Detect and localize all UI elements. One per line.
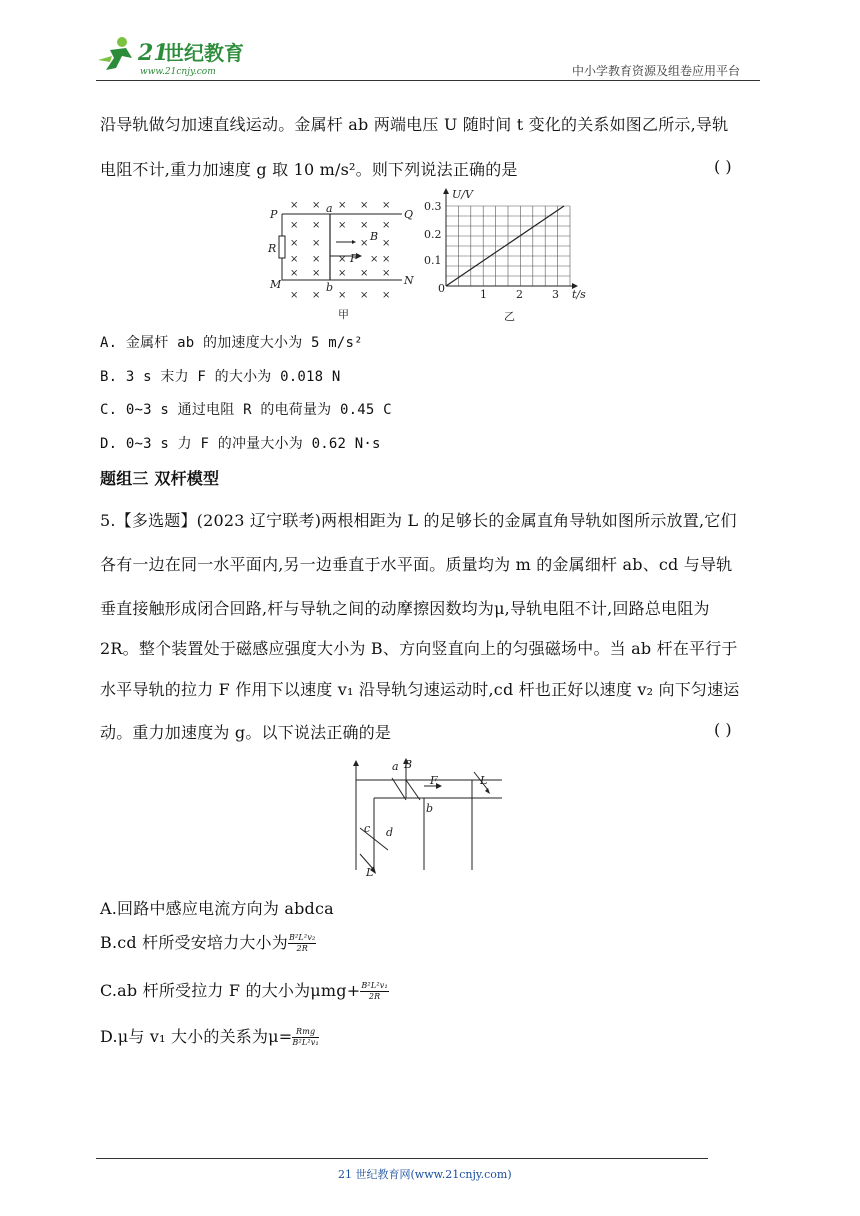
svg-text:×: × <box>312 220 321 231</box>
footer-divider <box>96 1158 708 1159</box>
svg-text:×: × <box>360 290 369 301</box>
q5-label-L1: L <box>480 774 488 787</box>
label-N: N <box>404 274 414 287</box>
svg-text:×: × <box>360 268 369 279</box>
svg-text:×: × <box>360 220 369 231</box>
y-tick-1: 0.2 <box>424 228 442 241</box>
svg-text:×: × <box>338 268 347 279</box>
q5-label-d: d <box>386 826 394 839</box>
svg-text:×: × <box>338 220 347 231</box>
q5-line5: 水平导轨的拉力 F 作用下以速度 v₁ 沿导轨匀速运动时,cd 杆也正好以速度 v₂ 向下匀速运 <box>100 680 740 699</box>
y-tick-2: 0.1 <box>424 254 442 267</box>
q5-label-L2: L <box>366 866 374 879</box>
q5-option-b-prefix: B.cd 杆所受安培力大小为 <box>100 933 288 952</box>
label-M: M <box>270 278 282 291</box>
svg-text:×: × <box>312 268 321 279</box>
svg-text:×: × <box>382 268 391 279</box>
svg-text:×: × <box>338 254 347 265</box>
label-B: B <box>370 230 379 243</box>
svg-text:×: × <box>382 254 391 265</box>
q5-option-b <box>100 930 316 954</box>
header-divider <box>96 80 760 81</box>
svg-text:×: × <box>312 290 321 301</box>
q5-label-B: B <box>404 758 413 771</box>
q5-line3: 垂直接触形成闭合回路,杆与导轨之间的动摩擦因数均为μ,导轨电阻不计,回路总电阻为 <box>100 599 710 618</box>
q4-line1: 沿导轨做匀加速直线运动。金属杆 ab 两端电压 U 随时间 t 变化的关系如图乙所示,导轨 <box>100 115 729 134</box>
svg-text:×: × <box>290 268 299 279</box>
section-title: 题组三 双杆模型 <box>100 469 220 488</box>
q5-option-d-prefix: D.μ与 v₁ 大小的关系为μ= <box>100 1027 293 1046</box>
q4-answer-paren: ( ) <box>714 157 732 176</box>
q5-option-a: A.回路中感应电流方向为 abdca <box>100 899 334 918</box>
figure-jia <box>266 196 426 322</box>
svg-text:×: × <box>290 220 299 231</box>
q5-option-c-fraction: $\frac{\text{B²L²v₁}}{2R}$ <box>361 981 388 1001</box>
site-logo <box>92 34 262 78</box>
caption-yi: 乙 <box>504 310 515 323</box>
label-Q: Q <box>404 208 414 221</box>
svg-text:×: × <box>290 290 299 301</box>
svg-text:×: × <box>290 238 299 249</box>
y-axis-label: U/V <box>452 188 473 201</box>
q5-label-c: c <box>364 822 371 835</box>
figure-q5 <box>344 756 508 880</box>
svg-text:×: × <box>382 200 391 211</box>
svg-text:×: × <box>338 200 347 211</box>
logo-number: 21 <box>138 40 169 66</box>
svg-text:×: × <box>360 200 369 211</box>
q5-line1: 5.【多选题】(2023 辽宁联考)两根相距为 L 的足够长的金属直角导轨如图所示放置,它们 <box>100 511 737 530</box>
label-b: b <box>326 281 334 294</box>
q4-option-d: D. 0~3 s 力 F 的冲量大小为 0.62 N·s <box>100 436 381 452</box>
logo-text: 世纪教育 <box>164 41 244 65</box>
svg-text:×: × <box>360 238 369 249</box>
svg-text:×: × <box>382 290 391 301</box>
q5-line2: 各有一边在同一水平面内,另一边垂直于水平面。质量均为 m 的金属细杆 ab、cd 与导轨 <box>100 555 733 574</box>
q5-option-d-fraction: $\frac{\text{Rmg}}{\text{B²L²v₁}}$ <box>292 1027 319 1047</box>
q5-option-b-fraction: $\frac{\text{B²L²v₂}}{2R}$ <box>288 933 316 953</box>
svg-text:×: × <box>312 238 321 249</box>
q5-option-c-prefix: C.ab 杆所受拉力 F 的大小为μmg+ <box>100 981 361 1000</box>
q5-label-b: b <box>426 802 434 815</box>
x-tick-1: 2 <box>516 288 523 301</box>
x-axis-label: t/s <box>572 288 586 301</box>
label-P: P <box>270 208 278 221</box>
logo-url: www.21cnjy.com <box>140 67 216 77</box>
svg-text:×: × <box>382 220 391 231</box>
svg-text:×: × <box>370 254 379 265</box>
x-tick-2: 3 <box>552 288 559 301</box>
y-tick-0: 0.3 <box>424 200 442 213</box>
svg-text:×: × <box>312 200 321 211</box>
label-R: R <box>268 242 277 255</box>
origin-label: 0 <box>438 282 445 295</box>
q4-option-b: B. 3 s 末力 F 的大小为 0.018 N <box>100 369 341 385</box>
x-tick-0: 1 <box>480 288 487 301</box>
svg-text:×: × <box>312 254 321 265</box>
q4-option-a: A. 金属杆 ab 的加速度大小为 5 m/s² <box>100 335 363 351</box>
q5-line6: 动。重力加速度为 g。以下说法正确的是 <box>100 723 392 742</box>
footer-link[interactable]: 21 世纪教育网(www.21cnjy.com) <box>338 1168 512 1181</box>
svg-text:×: × <box>290 200 299 211</box>
caption-jia: 甲 <box>338 308 349 321</box>
q5-option-c <box>100 978 389 1002</box>
q4-line2: 电阻不计,重力加速度 g 取 10 m/s²。则下列说法正确的是 <box>100 160 518 179</box>
q4-option-c: C. 0~3 s 通过电阻 R 的电荷量为 0.45 C <box>100 402 392 418</box>
label-a: a <box>326 202 333 215</box>
svg-text:×: × <box>290 254 299 265</box>
q5-line4: 2R。整个装置处于磁感应强度大小为 B、方向竖直向上的匀强磁场中。当 ab 杆在平行于 <box>100 639 738 658</box>
svg-text:×: × <box>338 290 347 301</box>
q5-answer-paren: ( ) <box>714 720 732 739</box>
figure-yi <box>424 186 594 326</box>
svg-text:×: × <box>382 238 391 249</box>
q5-option-d <box>100 1024 319 1048</box>
label-F: F <box>350 252 358 265</box>
header-slogan: 中小学教育资源及组卷应用平台 <box>572 64 741 78</box>
q5-label-F: F <box>430 774 438 787</box>
q5-label-a: a <box>392 760 399 773</box>
